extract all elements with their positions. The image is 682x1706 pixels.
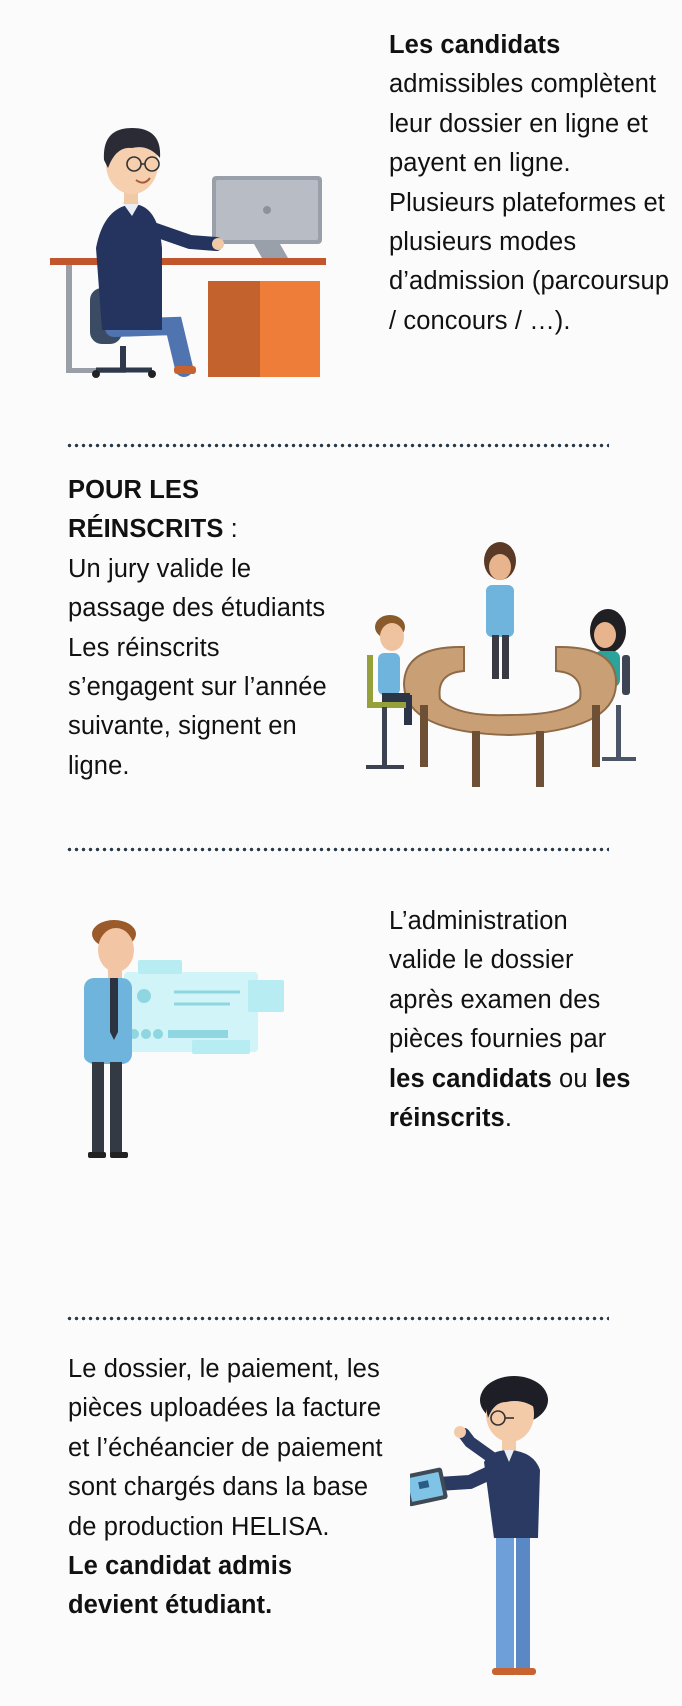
section3-period: . [504,1104,512,1133]
section2-bold-line2: RÉINSCRITS [68,515,224,544]
section2-jury-text: Un jury valide le passage des étudiants [68,554,326,623]
divider-1 [66,443,609,448]
section3-body: L’administration valide le dossier après examen des pièces fournies par [389,907,607,1054]
jury-meeting-illustration [360,535,642,805]
section2-reinscrits-text: Les réinscrits s’engagent sur l’année suivante, signent en ligne. [68,633,327,780]
section1-text [389,26,674,341]
divider-3 [66,1316,609,1321]
section4-body: Le dossier, le paiement, les pièces uploadées la facture et l’échéancier de paiement sont chargés dans la base de production HELISA. [68,1355,383,1541]
section3-bold-candidats: les candidats [389,1064,552,1093]
section3-text [389,902,639,1138]
person-at-desk-illustration [44,98,334,378]
section3-bold-reinscrits: les réinscrits [389,1064,631,1133]
section2-text [68,471,328,786]
divider-2 [66,847,609,852]
section4-text [68,1350,388,1626]
section3-ou: ou [551,1064,595,1093]
section1-bold: Les candidats [389,31,561,59]
section1-rest: admissibles complètent leur dossier en ligne et payent en ligne. Plusieurs plateformes et plusieurs modes d’admission (parcoursup / concours / …). [389,70,670,335]
administrator-hologram-illustration [70,912,290,1162]
student-with-tablet-illustration [410,1362,590,1682]
section2-bold-line1: POUR LES [68,476,200,504]
section4-bold: Le candidat admis devient étudiant. [68,1552,293,1620]
section2-colon: : [223,515,238,544]
